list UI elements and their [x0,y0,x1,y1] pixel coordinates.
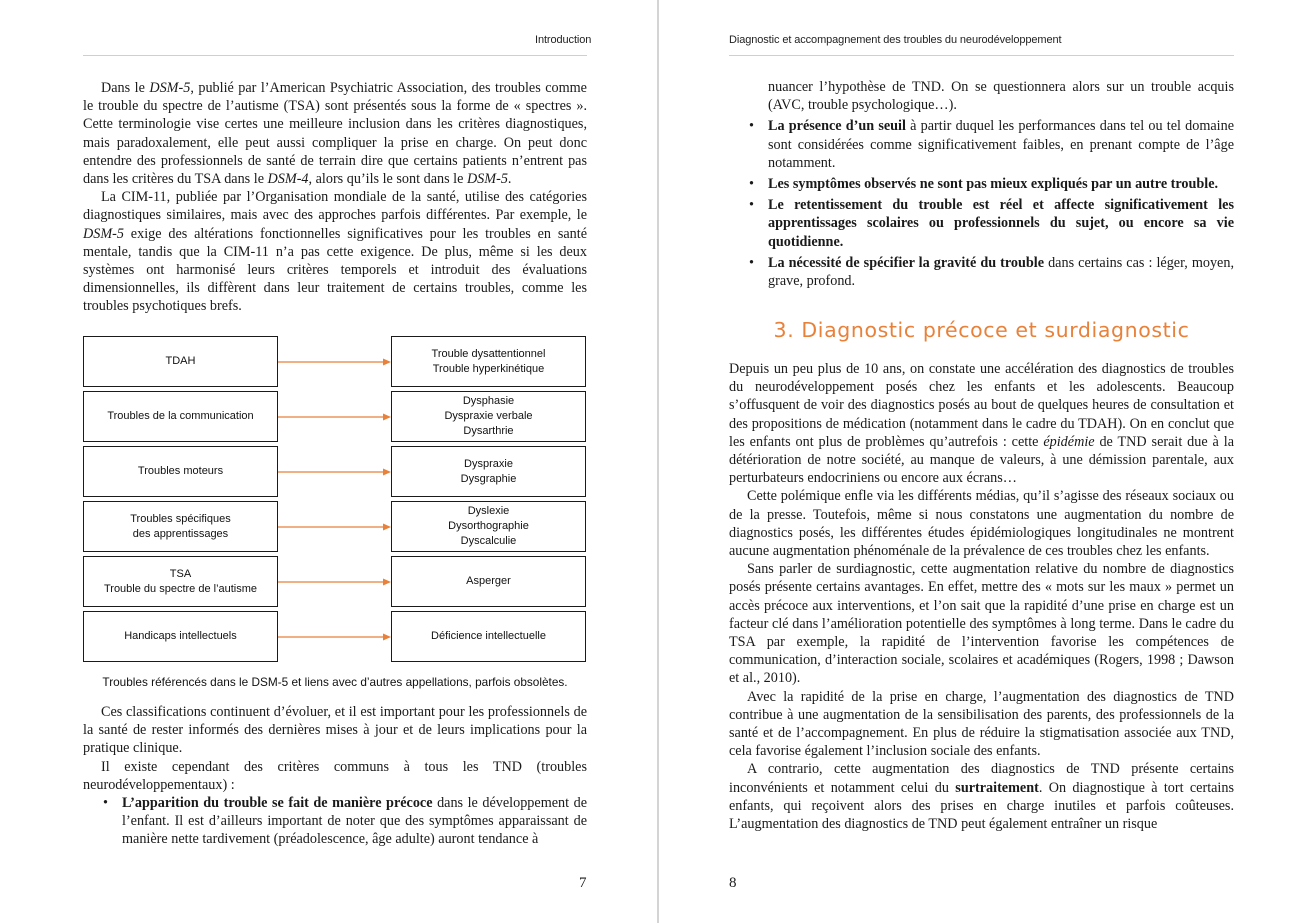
paragraph: Il existe cependant des critères communs à tous les TND (troubles neurodéveloppementaux) : [83,758,587,793]
criteria-list-continued [729,78,1234,290]
running-head-right: Diagnostic et accompagnement des troubles du neurodéveloppement [729,34,1062,46]
classification-diagram [83,336,587,666]
arrow-icon [278,357,391,367]
diagram-box-other-name: Trouble dysattentionnel Trouble hyperkinétique [391,336,586,387]
list-item-continued: nuancer l’hypothèse de TND. On se questionnera alors sur un trouble acquis (AVC, trouble psychologique…). [768,79,1234,114]
paragraph: La CIM-11, publiée par l’Organisation mondiale de la santé, utilise des catégories diagnostiques similaires, mais avec des approches parfois différentes. Par exemple, le DSM-5 exige des altérations fonctionnelles significatives pour les troubles en santé mentale, tandis que la CIM-11 n’a pas cette exigence. De plus, même si les deux systèmes ont harmonisé leurs critères temporels et introduit des évaluations dimensionnelles, ils diffèrent dans leur traitement de certains troubles, comme les troubles psychotiques brefs. [83,189,587,315]
right-list [729,78,1234,293]
paragraph: Cette polémique enfle via les différents médias, qu’il s’agisse des réseaux sociaux ou de la presse. Toutefois, même si nous constatons une augmentation du nombre de diagnostics posés, les différentes études épidémiologiques longitudinales ne montrent aucune augmentation phénoménale de la prévalence de ces troubles chez les enfants. [729,488,1234,560]
page-number-left: 7 [579,875,587,891]
section-title: 3. Diagnostic précoce et surdiagnostic [773,318,1190,342]
paragraph: Depuis un peu plus de 10 ans, on constate une accélération des diagnostics de troubles du neurodéveloppement posés chez les enfants et les adolescents. Beaucoup s’offusquent de voir des diagnostics posés au bout de quelques heures de consultation et des propositions de médication (notamment dans le cadre du TDAH). On en conclut que les enfants ont plus de problèmes qu’autrefois : cette épidémie de TND serait due à la détérioration de notre société, au manque de valeurs, à une démission parentale, aux perturbateurs endocriniens ou encore aux écrans… [729,361,1234,487]
paragraph: Avec la rapidité de la prise en charge, l’augmentation des diagnostics de TND contribue à une augmentation de la sensibilisation des parents, des professionnels de la santé et de l’accompagnement. En plus de réduire la stigmatisation associée aux TND, cela favorise également l’inclusion sociale des enfants. [729,688,1234,760]
diagram-box-other-name: Déficience intellectuelle [391,611,586,662]
arrow-icon [278,412,391,422]
left-text-bottom [83,703,587,852]
paragraph: Sans parler de surdiagnostic, cette augmentation relative du nombre de diagnostics posés présente certains avantages. En effet, mettre des « mots sur les maux » permet un accès précoce aux interventions, et l’on sait que la rapidité d’une prise en charge est un facteur clé dans l’amélioration potentielle des symptômes à long terme. Dans le cadre du TSA par exemple, la rapidité de l’intervention favorise les compétences de communication, d’interaction sociale, scolaires et académiques (Rogers, 1998 ; Dawson et al., 2010). [729,561,1234,687]
list-item: • L’apparition du trouble se fait de manière précoce dans le développement de l’enfant. Il est d’ailleurs important de noter que des symptômes apparaissant de manière nette tardivement (préadolescence, âge adulte) auront tendance à [83,794,587,849]
left-text-top [83,79,587,316]
diagram-box-other-name: Asperger [391,556,586,607]
paragraph: A contrario, cette augmentation des diagnostics de TND présente certains inconvénients et notamment celui du surtraitement. On diagnostique à tort certains enfants, qui reçoivent alors des prises en charge inutiles et parfois coûteuses. L’augmentation des diagnostics de TND peut également entraîner un risque [729,761,1234,833]
paragraph: Dans le DSM-5, publié par l’American Psychiatric Association, des troubles comme le trouble du spectre de l’autisme (TSA) sont présentés sous la forme de « spectres ». Cette terminologie vise certes une meilleure inclusion dans les critères diagnostiques, mais paradoxalement, elle peut aussi compliquer la prise en charge. On peut donc entendre des professionnels de santé de terrain dire que certains patients n’entrent pas dans les critères du TSA dans le DSM-4, alors qu’ils le sont dans le DSM-5. [83,80,587,188]
arrow-icon [278,467,391,477]
diagram-box-dsm5: Handicaps intellectuels [83,611,278,662]
list-item: • La nécessité de spécifier la gravité du trouble dans certains cas : léger, moyen, grave, profond. [729,254,1234,290]
running-head-left: Introduction [535,34,592,46]
list-item: • Les symptômes observés ne sont pas mieux expliqués par un autre trouble. [729,175,1234,193]
criteria-list [83,794,587,849]
arrow-icon [278,522,391,532]
diagram-box-other-name: Dysphasie Dyspraxie verbale Dysarthrie [391,391,586,442]
header-rule-left [83,55,587,56]
right-text [729,360,1234,833]
header-rule-right [729,55,1234,56]
diagram-caption: Troubles référencés dans le DSM-5 et liens avec d’autres appellations, parfois obsolètes. [102,675,568,689]
page-number-right: 8 [729,875,737,891]
diagram-box-dsm5: Troubles spécifiques des apprentissages [83,501,278,552]
paragraph: Ces classifications continuent d’évoluer, et il est important pour les professionnels de la santé de rester informés des dernières mises à jour et de leurs implications pour la pratique clinique. [83,704,587,757]
diagram-box-dsm5: TDAH [83,336,278,387]
diagram-box-dsm5: Troubles moteurs [83,446,278,497]
list-item: • La présence d’un seuil à partir duquel les performances dans tel ou tel domaine sont considérées comme significativement faibles, en prenant compte de l’âge notamment. [729,117,1234,172]
page-gutter [657,0,659,923]
arrow-icon [278,632,391,642]
diagram-box-dsm5: Troubles de la communication [83,391,278,442]
diagram-box-dsm5: TSA Trouble du spectre de l’autisme [83,556,278,607]
arrow-icon [278,577,391,587]
list-item: • Le retentissement du trouble est réel et affecte significativement les apprentissages scolaires ou professionnels du sujet, ou encore sa vie quotidienne. [729,196,1234,251]
diagram-box-other-name: Dyslexie Dysorthographie Dyscalculie [391,501,586,552]
diagram-box-other-name: Dyspraxie Dysgraphie [391,446,586,497]
